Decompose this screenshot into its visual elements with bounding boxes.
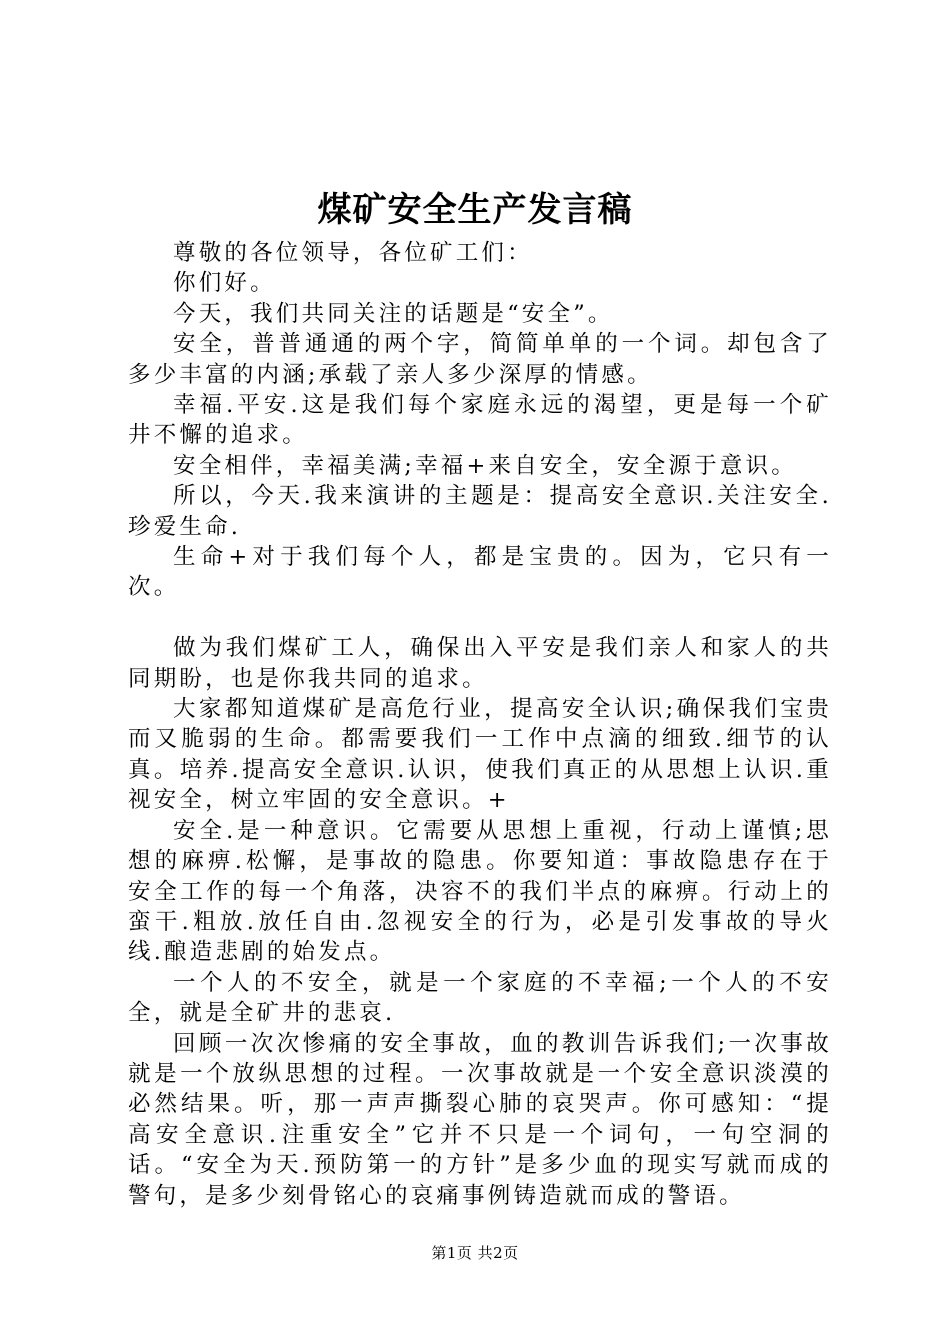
paragraph-family: 一个人的不安全，就是一个家庭的不幸福;一个人的不安全，就是全矿井的悲哀. xyxy=(128,969,832,1027)
page-number-footer: 第1页 共2页 xyxy=(431,1244,519,1262)
paragraph-high-risk: 大家都知道煤矿是高危行业，提高安全认识;确保我们宝贵而又脆弱的生命。都需要我们一工作中点滴的细致.细节的认真。培养.提高安全意识.认识，使我们真正的从思想上认识.重视安全，树立牢固的安全意识。+ xyxy=(128,696,832,814)
paragraph-hello: 你们好。 xyxy=(173,270,276,297)
paragraph-happiness: 幸福.平安.这是我们每个家庭永远的渴望，更是每一个矿井不懈的追求。 xyxy=(128,392,832,449)
document-title: 煤矿安全生产发言稿 xyxy=(317,190,633,230)
paragraph-miners: 做为我们煤矿工人，确保出入平安是我们亲人和家人的共同期盼，也是你我共同的追求。 xyxy=(128,635,832,692)
paragraph-life: 生命+对于我们每个人，都是宝贵的。因为，它只有一次。 xyxy=(128,544,832,601)
paragraph-awareness: 安全.是一种意识。它需要从思想上重视，行动上谨慎;思想的麻痹.松懈，是事故的隐患。你要知道：事故隐患存在于安全工作的每一个角落，决容不的我们半点的麻痹。行动上的蛮干.粗放.放任自由.忽视安全的行为，必是引发事故的导火线.酿造悲剧的始发点。 xyxy=(128,817,832,966)
document-body xyxy=(128,238,832,1211)
paragraph-greeting: 尊敬的各位领导，各位矿工们： xyxy=(173,240,533,266)
paragraph-topic: 今天，我们共同关注的话题是“安全”。 xyxy=(173,300,614,327)
paragraph-review: 回顾一次次惨痛的安全事故，血的教训告诉我们;一次事故就是一个放纵思想的过程。一次事故就是一个安全意识淡漠的必然结果。听，那一声声撕裂心肺的哀哭声。你可感知：“提高安全意识.注重安全”它并不只是一个词句，一句空洞的话。“安全为天.预防第一的方针”是多少血的现实写就而成的警句，是多少刻骨铭心的哀痛事例铸造就而成的警语。 xyxy=(128,1030,832,1209)
paragraph-companion: 安全相伴，幸福美满;幸福+来自安全，安全源于意识。 xyxy=(173,452,797,479)
paragraph-theme: 所以，今天.我来演讲的主题是：提高安全意识.关注安全.珍爱生命. xyxy=(128,483,832,540)
paragraph-safety-meaning: 安全，普普通通的两个字，简简单单的一个词。却包含了多少丰富的内涵;承载了亲人多少深厚的情感。 xyxy=(128,331,832,388)
